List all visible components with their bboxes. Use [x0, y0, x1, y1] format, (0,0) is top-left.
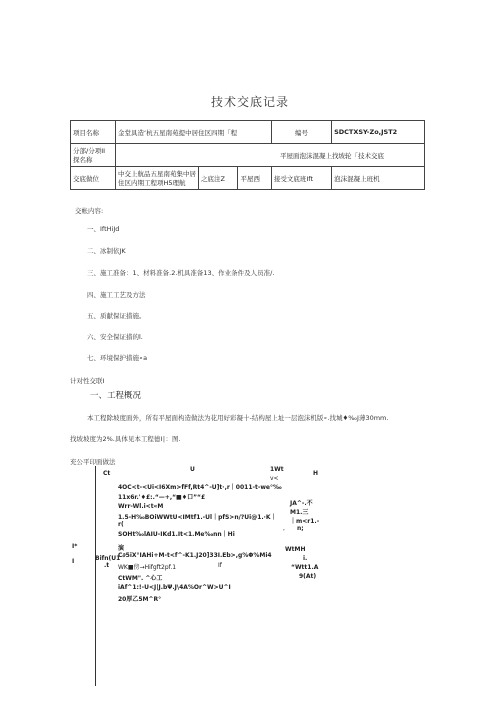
project-name-value: 金堂具造‘杭五星南苑提中居住区四期「程 [116, 121, 272, 144]
subproject-value: 平屋面泡沫混凝上找坡轮「技术交底 [116, 144, 425, 167]
drawing-text: .t [104, 562, 110, 569]
info-table [70, 120, 425, 190]
drawing-text: i. [303, 555, 308, 562]
subproject-label: 分部/分项II 探名称 [71, 144, 116, 167]
drawing-label: 充公平印面做法 [70, 458, 116, 466]
drawing-text: r( [118, 521, 124, 528]
drawing-text: v< [270, 475, 279, 482]
table-row [71, 167, 425, 190]
contents-label: 交帐内容: [75, 207, 104, 215]
number-label: 编号 [271, 121, 331, 144]
table-row [71, 121, 425, 144]
document-title: 技术交底记录 [210, 95, 289, 109]
drawing-text: iAf^1:!-U<J|J.bΨ.J\4A%Or^W>U^I [118, 584, 231, 591]
drawing-text: U [190, 466, 195, 473]
list-item: 二、冰制依JK [87, 247, 126, 255]
drawing-text: ｜m<r1.- [290, 518, 320, 525]
drawing-text: M1.三 [290, 509, 309, 516]
list-item: 六、安全保证措的l. [87, 333, 143, 341]
drawing-text: I [72, 558, 75, 565]
receiving-team-label: 接受文底班Ift [271, 167, 331, 190]
drawing-text: 11x6r.'♦£:.“—+,“■♦口”“£ [118, 494, 206, 501]
drawing-text: Wrr-Wl.i<t«M [118, 503, 164, 510]
list-item: 五、质献保证措施。 [87, 312, 146, 320]
drawing-text: 1.5-H‰BOiWWtU<IMtf1.-Ul｜pfS>n/?Ui@1.∙K｜ [118, 514, 277, 521]
drawing-text: , [283, 525, 285, 532]
drawing-text: “Wtt1.A [291, 564, 319, 571]
paragraph: 本工程除坡度面外，所有平屋面构造做法为花用好彩凝十-结构屋上址一层泡沫机版∘.找城♦‰J薄30mm. [87, 414, 389, 422]
drawing-text: I* [72, 543, 78, 550]
project-name-label: 项目名称 [71, 121, 116, 144]
drawing-text: 演 [118, 545, 125, 552]
drawing-text: n; [297, 525, 304, 532]
drawing-text: Bifn(U1 [95, 555, 121, 562]
drawing-text: WtMH [285, 546, 306, 553]
drawing-text: 20厚乙5M^R° [118, 596, 162, 603]
drawing-text: WK■傍→Hifgft2pf.1 [118, 564, 177, 571]
drawing-text: SOHt‰lAIU-IKd1.It<1.Me‰nn｜Hi [118, 531, 235, 538]
drawing-text: H [313, 470, 319, 477]
handover-unit-label: 交底做位 [71, 167, 116, 190]
list-item: 七、环境保护措施∘a [87, 354, 148, 362]
handover-location-label: 之底注Z [199, 167, 238, 190]
drawing-line [95, 466, 96, 686]
drawing-text: JA^-.不 [290, 500, 313, 507]
list-item: 三、施工准备：1、材料准备.2.机具准备13、作业条件及人员准/. [87, 269, 275, 277]
plan-line: 计对性交联I [70, 377, 105, 385]
drawing-text: 4OC<t-<Ui<I6Xm>fFf,Rt4^-U]t∙,r｜0011-t-we°‰ [118, 484, 282, 491]
section-heading: 一、工程概况 [90, 391, 142, 401]
drawing-text: CtWM". ^心工 [118, 575, 163, 582]
drawing-text: 1Wt [270, 466, 284, 473]
paragraph: 找坡坡度为2%.具体见本工程德I∣：图. [70, 435, 181, 443]
drawing-text: Ct [103, 470, 111, 477]
drawing-text: 9(At) [299, 573, 317, 580]
drawing-text: If [218, 562, 222, 569]
list-item: 四、施工工艺及方法 [87, 291, 146, 299]
number-value: SDCTXSY-Zo,JST2 [332, 121, 425, 144]
handover-unit-value: 中交上航品五星南苑集中居 住区内期工程项H5理航 [116, 167, 199, 190]
table-row [71, 144, 425, 167]
list-item: 一、IftHiJd [87, 225, 120, 233]
drawing-text: C∂5iX°IAHi+M-t<f^-K1.J20]33I.Eb>,g%Φ%Mi4 [118, 552, 272, 559]
receiving-team-value: 泡沫混凝上班机 [332, 167, 425, 190]
handover-location-value: 平屋西 [238, 167, 271, 190]
